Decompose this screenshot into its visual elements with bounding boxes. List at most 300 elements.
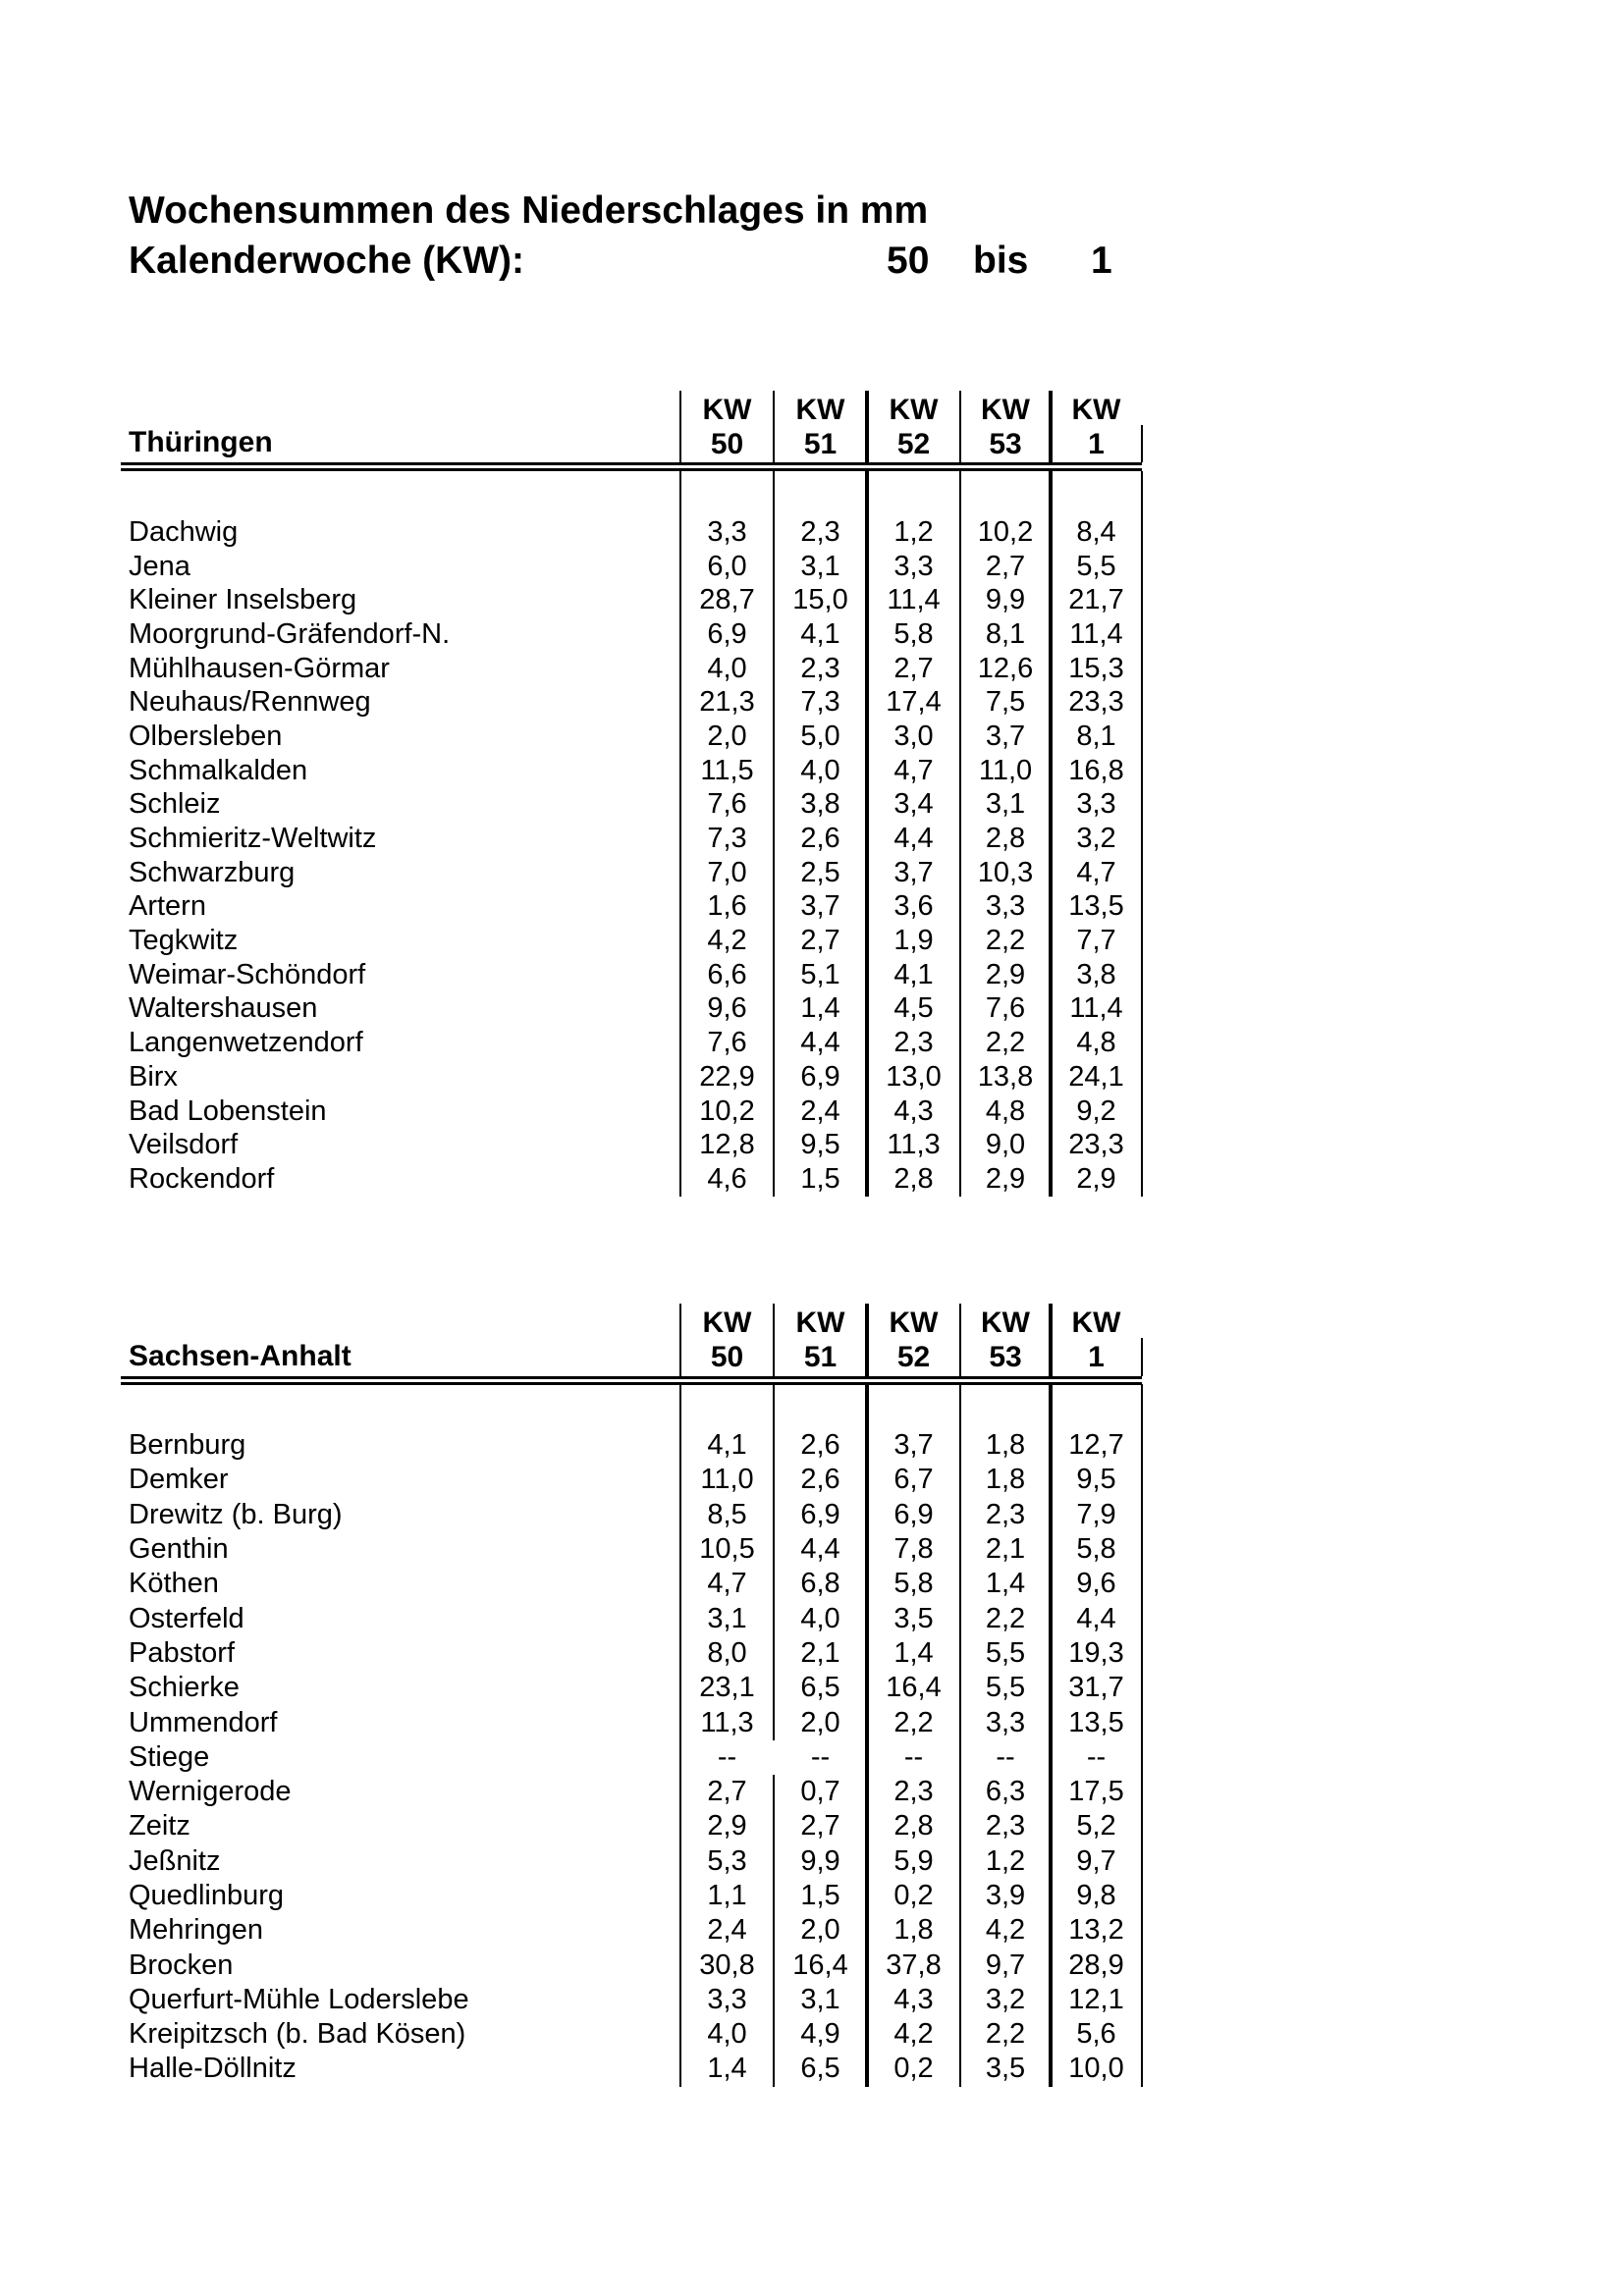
value-cell: 1,5 [800,1880,840,1911]
table-row [121,2052,1142,2086]
value-cell: -- [717,1740,737,1773]
table-row [121,583,1142,617]
table-row [121,1636,1142,1671]
station-name: Olbersleben [129,720,283,752]
value-cell: 11,4 [1069,617,1123,650]
value-cell: 17,4 [886,686,942,719]
column-divider-line [1049,391,1053,462]
column-header-kw-53 [960,393,1051,461]
value-cell: -- [1086,1740,1107,1773]
value-cell: 1,4 [985,1568,1026,1600]
value-cell: 1,4 [893,1636,934,1669]
station-name: Jena [129,550,190,582]
kw-unit-label: KW [1071,394,1121,426]
value-cell: 9,2 [1076,1095,1116,1127]
value-cell: 1,5 [800,1162,840,1195]
table-row [121,992,1142,1027]
column-divider-line [679,391,681,462]
value-cell: 13,5 [1068,890,1124,923]
table-row [121,1095,1142,1129]
value-cell: 8,4 [1076,515,1116,548]
value-cell: 9,6 [707,992,747,1025]
value-cell: 7,7 [1076,925,1116,957]
value-cell: 5,2 [1076,1810,1116,1842]
value-cell: 7,6 [707,1027,747,1059]
value-cell: 5,8 [1076,1533,1116,1566]
value-cell: 12,6 [977,652,1034,684]
value-cell: 4,1 [707,1429,747,1462]
value-cell: 10,3 [977,856,1034,888]
value-cell: 10,0 [1068,2053,1124,2085]
value-cell: 4,4 [800,1533,840,1566]
value-cell: 5,8 [893,1568,934,1600]
value-cell: 4,7 [1076,856,1116,888]
table-row [121,1844,1142,1879]
station-name: Birx [129,1060,178,1093]
value-cell: 11,3 [887,1129,941,1161]
value-cell: 13,5 [1068,1706,1124,1738]
value-cell: 1,6 [707,890,747,923]
value-cell: 13,2 [1068,1914,1124,1947]
value-cell: 12,1 [1068,1983,1124,2015]
value-cell: 28,9 [1068,1949,1124,1981]
value-cell: 3,6 [893,890,934,923]
value-cell: 2,2 [985,2018,1026,2051]
value-cell: 2,6 [800,1429,840,1462]
value-cell: 22,9 [699,1060,755,1093]
value-cell: 5,3 [707,1844,747,1877]
value-cell: 3,2 [1076,823,1116,855]
value-cell: 23,3 [1068,1129,1124,1161]
value-cell: 8,1 [1076,720,1116,752]
value-cell: 2,2 [893,1706,934,1738]
kw-unit-label: KW [889,394,939,426]
value-cell: 11,4 [1069,992,1123,1025]
station-name: Veilsdorf [129,1129,239,1161]
kw-week-number: 53 [989,428,1022,460]
table-row [121,617,1142,652]
kw-week-number: 51 [803,1341,838,1373]
table-row [121,1463,1142,1497]
value-cell: 30,8 [699,1949,755,1981]
kw-week-number: 52 [896,1341,931,1373]
value-cell: 2,8 [893,1162,934,1195]
value-cell: 3,1 [707,1602,747,1634]
table-row [121,1913,1142,1948]
table-row [121,1705,1142,1739]
station-name: Brocken [129,1949,234,1981]
table-row [121,1532,1142,1567]
value-cell: 16,4 [792,1949,848,1981]
value-cell: 6,5 [800,1672,840,1704]
value-cell: 19,3 [1068,1636,1124,1669]
value-cell: 3,7 [985,720,1026,752]
value-cell: 2,0 [800,1914,840,1947]
header-double-rule [121,462,1142,471]
table-row [121,652,1142,686]
station-name: Ummendorf [129,1706,278,1738]
value-cell: 4,7 [707,1568,747,1600]
station-name: Stiege [129,1740,210,1773]
column-divider-line [773,1304,775,1376]
value-cell: 1,8 [985,1429,1026,1462]
value-cell: 11,0 [700,1464,754,1496]
table-row [121,1567,1142,1601]
column-divider-line [865,391,869,462]
value-cell: 0,2 [893,2053,934,2085]
column-header-kw-51 [774,393,867,461]
value-cell: 8,1 [985,617,1026,650]
kw-unit-label: KW [1071,1307,1121,1339]
kw-unit-label: KW [981,1307,1030,1339]
value-cell: 2,8 [985,823,1026,855]
value-cell: 10,2 [699,1095,755,1127]
region-label: Sachsen-Anhalt [129,1340,352,1372]
value-cell: 3,1 [800,550,840,582]
value-cell: 9,9 [800,1844,840,1877]
value-cell: 3,1 [800,1983,840,2015]
column-divider-line [959,1304,961,1376]
value-cell: 3,3 [893,550,934,582]
value-cell: 7,8 [893,1533,934,1566]
kw-week-number: 53 [989,1341,1022,1373]
station-name: Drewitz (b. Burg) [129,1498,343,1530]
station-name: Mühlhausen-Görmar [129,652,390,684]
value-cell: 3,5 [985,2053,1026,2085]
value-cell: 5,6 [1076,2018,1116,2051]
value-cell: 2,9 [985,1162,1026,1195]
kw-week-number: 50 [710,1341,744,1373]
kw-week-number: 1 [1088,1341,1105,1373]
station-name: Schwarzburg [129,856,296,888]
value-cell: 2,3 [800,652,840,684]
kw-unit-label: KW [981,394,1030,426]
table-row [121,1601,1142,1635]
value-cell: 4,0 [800,1602,840,1634]
value-cell: 23,3 [1068,686,1124,719]
table-row [121,788,1142,823]
value-cell: 6,7 [893,1464,934,1496]
kw-range-label: Kalenderwoche (KW): [129,240,525,282]
value-cell: 1,1 [707,1880,747,1911]
kw-unit-label: KW [889,1307,939,1339]
column-header-kw-50 [680,393,774,461]
table-row [121,720,1142,754]
column-divider-line [865,1304,869,1376]
value-cell: -- [996,1740,1015,1773]
column-header-kw-1 [1051,1306,1142,1374]
station-name: Weimar-Schöndorf [129,958,366,990]
value-cell: 6,9 [800,1498,840,1530]
value-cell: 2,3 [985,1810,1026,1842]
column-header-kw-50 [680,1306,774,1374]
table-row [121,958,1142,992]
value-cell: 6,9 [707,617,747,650]
value-cell: 2,1 [800,1636,840,1669]
value-cell: 3,9 [985,1880,1026,1911]
value-cell: 2,7 [800,925,840,957]
value-cell: 2,7 [985,550,1026,582]
station-name: Rockendorf [129,1162,275,1195]
value-cell: 7,3 [800,686,840,719]
value-cell: 3,3 [707,1983,747,2015]
value-cell: 4,2 [707,925,747,957]
value-cell: 2,6 [800,823,840,855]
value-cell: 1,8 [893,1914,934,1947]
value-cell: 9,6 [1076,1568,1116,1600]
value-cell: 4,2 [893,2018,934,2051]
value-cell: 1,4 [800,992,840,1025]
table-row [121,550,1142,584]
value-cell: 5,9 [893,1844,934,1877]
value-cell: 2,7 [893,652,934,684]
station-name: Quedlinburg [129,1880,284,1911]
value-cell: 3,1 [985,788,1026,821]
region-label: Thüringen [129,426,273,458]
value-cell: 3,7 [800,890,840,923]
value-cell: 10,2 [977,515,1034,548]
table-row [121,1983,1142,2017]
value-cell: 4,3 [893,1095,934,1127]
table-row [121,1671,1142,1705]
value-cell: 2,1 [985,1533,1026,1566]
value-cell: 4,8 [985,1095,1026,1127]
value-cell: 2,3 [985,1498,1026,1530]
column-header-kw-53 [960,1306,1051,1374]
value-cell: 2,9 [707,1810,747,1842]
value-cell: 3,3 [707,515,747,548]
value-cell: 9,9 [985,584,1026,616]
value-cell: 11,0 [978,754,1033,786]
kw-week-number: 52 [896,428,931,460]
station-name: Demker [129,1464,229,1496]
value-cell: 9,5 [1076,1464,1116,1496]
value-cell: 6,5 [800,2053,840,2085]
value-cell: 7,9 [1076,1498,1116,1530]
value-cell: 1,4 [707,2053,747,2085]
kw-range-to: 1 [1091,240,1112,282]
value-cell: 9,7 [1076,1844,1116,1877]
value-cell: 4,1 [893,958,934,990]
kw-range-separator: bis [973,240,1029,282]
title-line-2 [129,236,1112,286]
value-cell: 2,2 [985,925,1026,957]
table-row [121,1428,1142,1463]
column-header-kw-52 [867,1306,960,1374]
title-line-1: Wochensummen des Niederschlages in mm [129,189,929,232]
station-name: Köthen [129,1568,219,1600]
station-name: Kleiner Inselsberg [129,584,357,616]
value-cell: 4,4 [893,823,934,855]
value-cell: 16,4 [886,1672,942,1704]
value-cell: 7,5 [985,686,1026,719]
value-cell: 2,9 [1076,1162,1116,1195]
value-cell: 3,8 [1076,958,1116,990]
table-row [121,1740,1142,1775]
station-name: Mehringen [129,1914,264,1947]
value-cell: 4,1 [800,617,840,650]
column-divider-line [959,391,961,462]
value-cell: 5,5 [1076,550,1116,582]
value-cell: 28,7 [699,584,755,616]
table-right-border-line [1141,1338,1143,1376]
value-cell: 2,2 [985,1602,1026,1634]
station-name: Neuhaus/Rennweg [129,686,371,719]
value-cell: -- [903,1740,924,1773]
kw-unit-label: KW [795,394,845,426]
station-name: Bernburg [129,1429,246,1462]
table-row [121,856,1142,890]
station-name: Pabstorf [129,1636,235,1669]
value-cell: 4,3 [893,1983,934,2015]
value-cell: -- [810,1740,831,1773]
value-cell: 13,8 [977,1060,1034,1093]
station-name: Schierke [129,1672,240,1704]
column-divider-line [773,391,775,462]
value-cell: 4,2 [985,1914,1026,1947]
value-cell: 7,6 [985,992,1026,1025]
station-name: Langenwetzendorf [129,1027,363,1059]
value-cell: 4,7 [893,754,934,786]
value-cell: 17,5 [1068,1776,1124,1808]
kw-week-number: 1 [1088,428,1105,460]
value-cell: 2,6 [800,1464,840,1496]
value-cell: 4,0 [707,652,747,684]
column-header-kw-51 [774,1306,867,1374]
station-name: Zeitz [129,1810,190,1842]
value-cell: 3,3 [1076,788,1116,821]
value-cell: 2,3 [893,1027,934,1059]
table-row [121,1498,1142,1532]
value-cell: 8,5 [707,1498,747,1530]
value-cell: 4,4 [1076,1602,1116,1634]
value-cell: 2,4 [707,1914,747,1947]
value-cell: 2,3 [893,1776,934,1808]
table-row [121,685,1142,720]
table-rows [121,471,1142,1197]
value-cell: 4,8 [1076,1027,1116,1059]
value-cell: 10,5 [699,1533,755,1566]
value-cell: 2,0 [707,720,747,752]
table-row [121,1026,1142,1060]
table-rows [121,1384,1142,2087]
value-cell: 24,1 [1068,1060,1124,1093]
value-cell: 21,7 [1068,584,1124,616]
value-cell: 1,9 [893,925,934,957]
table-row [121,1948,1142,1982]
table-row [121,1879,1142,1913]
station-name: Wernigerode [129,1776,292,1808]
value-cell: 4,4 [800,1027,840,1059]
value-cell: 6,0 [707,550,747,582]
column-header-kw-1 [1051,393,1142,461]
value-cell: 2,0 [800,1706,840,1738]
value-cell: 4,6 [707,1162,747,1195]
table-row [121,1060,1142,1095]
value-cell: 4,9 [800,2018,840,2051]
value-cell: 3,2 [985,1983,1026,2015]
value-cell: 23,1 [699,1672,755,1704]
value-cell: 6,8 [800,1568,840,1600]
table-right-border-line [1141,425,1143,462]
station-name: Waltershausen [129,992,318,1025]
station-name: Jeßnitz [129,1844,221,1877]
value-cell: 6,9 [800,1060,840,1093]
value-cell: 6,6 [707,958,747,990]
value-cell: 9,5 [800,1129,840,1161]
value-cell: 3,0 [893,720,934,752]
value-cell: 5,0 [800,720,840,752]
value-cell: 4,0 [800,754,840,786]
kw-week-number: 50 [710,428,744,460]
value-cell: 2,2 [985,1027,1026,1059]
value-cell: 0,7 [800,1776,840,1808]
station-name: Halle-Döllnitz [129,2053,297,2085]
value-cell: 4,0 [707,2018,747,2051]
value-cell: 15,0 [792,584,848,616]
kw-unit-label: KW [795,1307,845,1339]
value-cell: 2,7 [800,1810,840,1842]
value-cell: 1,2 [985,1844,1026,1877]
value-cell: 2,3 [800,515,840,548]
value-cell: 4,5 [893,992,934,1025]
value-cell: 16,8 [1068,754,1124,786]
document-title [129,186,1112,286]
table-row [121,754,1142,788]
value-cell: 2,5 [800,856,840,888]
value-cell: 5,8 [893,617,934,650]
value-cell: 37,8 [886,1949,942,1981]
table-row [121,515,1142,550]
table-row [121,890,1142,925]
value-cell: 3,7 [893,856,934,888]
table-row [121,924,1142,958]
value-cell: 6,9 [893,1498,934,1530]
value-cell: 11,4 [887,584,941,616]
value-cell: 9,7 [985,1949,1026,1981]
station-name: Schmalkalden [129,754,308,786]
value-cell: 15,3 [1068,652,1124,684]
table-row [121,1775,1142,1809]
station-name: Genthin [129,1533,229,1566]
table-row [121,1809,1142,1843]
value-cell: 2,7 [707,1776,747,1808]
kw-range-from: 50 [887,240,930,282]
value-cell: 7,6 [707,788,747,821]
value-cell: 9,0 [985,1129,1026,1161]
value-cell: 13,0 [886,1060,942,1093]
station-name: Artern [129,890,206,923]
value-cell: 31,7 [1068,1672,1124,1704]
table-row [121,822,1142,856]
value-cell: 5,5 [985,1672,1026,1704]
value-cell: 1,8 [985,1464,1026,1496]
table-row [121,1162,1142,1197]
kw-unit-label: KW [702,1307,752,1339]
value-cell: 8,0 [707,1636,747,1669]
station-name: Querfurt-Mühle Loderslebe [129,1983,469,2015]
value-cell: 12,7 [1068,1429,1124,1462]
station-name: Schleiz [129,788,221,821]
value-cell: 9,8 [1076,1880,1116,1911]
value-cell: 21,3 [699,686,755,719]
value-cell: 3,4 [893,788,934,821]
station-name: Schmieritz-Weltwitz [129,823,377,855]
station-name: Tegkwitz [129,925,239,957]
column-divider-line [679,1304,681,1376]
value-cell: 3,7 [893,1429,934,1462]
value-cell: 1,2 [893,515,934,548]
